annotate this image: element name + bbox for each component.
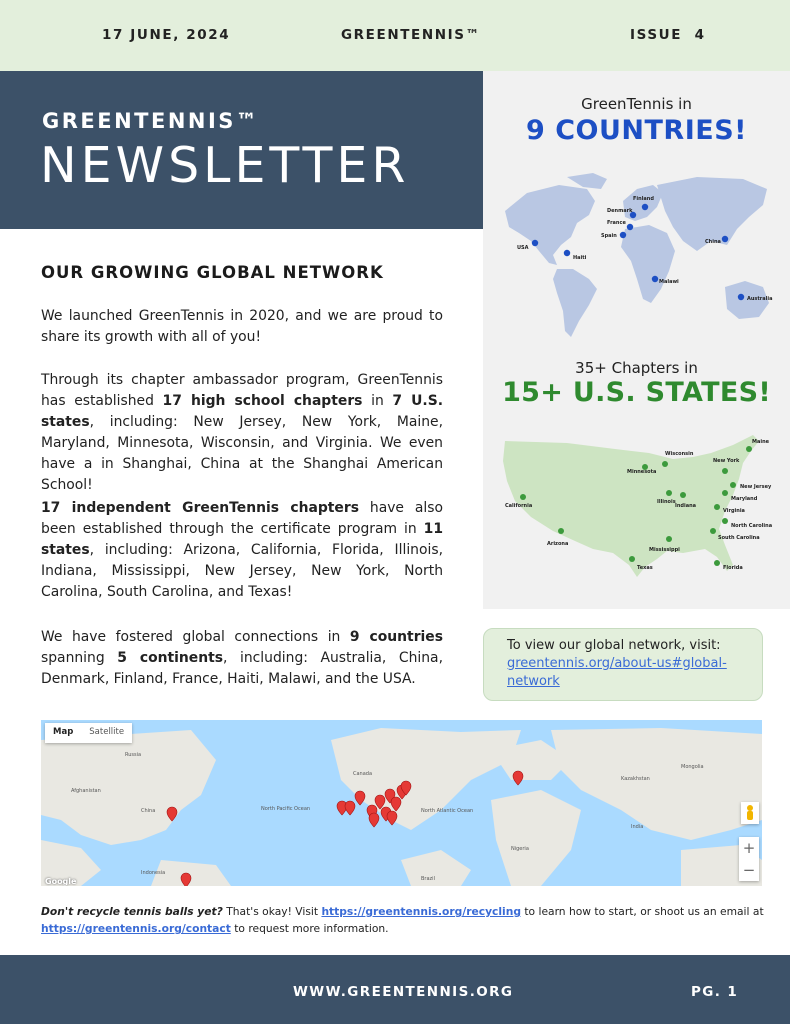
label-denmark: Denmark [607, 208, 633, 214]
map-type-toggle[interactable] [45, 723, 132, 743]
title-brand: GREENTENNIS™ [42, 109, 260, 133]
highlight-continents: 5 continents [117, 650, 224, 666]
brand-name: GREENTENNIS™ [341, 27, 481, 43]
contact-link[interactable]: https://greentennis.org/contact [41, 922, 231, 935]
label-south-carolina: South Carolina [718, 535, 760, 541]
embedded-map[interactable] [41, 720, 762, 886]
label-maine: Maine [752, 439, 770, 445]
global-network-link[interactable]: greentennis.org/about-us#global-network [507, 656, 727, 689]
newsletter-title-block [0, 71, 483, 229]
map-tab-map[interactable]: Map [53, 727, 74, 737]
place-label: India [631, 824, 644, 830]
text-run: , including: Australia, China, Denmark, Finland, France, Haiti, Malawi, and the USA. [41, 650, 443, 687]
label-new-jersey: New Jersey [740, 484, 772, 490]
paragraph-independent [41, 498, 443, 603]
label-california: California [505, 503, 533, 509]
top-bar [0, 0, 790, 71]
highlight-countries: 9 countries [349, 629, 443, 645]
label-mississippi: Mississippi [649, 547, 680, 553]
highlight-states: 7 U.S. states [41, 393, 443, 430]
countries-headline: 9 COUNTRIES! [526, 115, 747, 146]
text-run: have also been established through the certificate program in [41, 500, 443, 537]
place-label: Canada [353, 771, 373, 777]
section-title: OUR GROWING GLOBAL NETWORK [41, 263, 384, 282]
label-virginia: Virginia [723, 508, 745, 514]
label-china: China [705, 239, 721, 245]
paragraph-global [41, 627, 443, 690]
place-label: Afghanistan [71, 788, 101, 794]
label-new-york: New York [713, 458, 740, 464]
highlight-11-states: 11 states [41, 521, 443, 558]
google-logo: Google [45, 877, 77, 886]
place-label: Brazil [421, 876, 435, 882]
issue-date: 17 JUNE, 2024 [102, 27, 231, 43]
world-map-image [497, 171, 777, 341]
label-north-carolina: North Carolina [731, 523, 773, 529]
ocean-label-pacific: North Pacific Ocean [261, 806, 311, 812]
place-label: Mongolia [681, 764, 704, 770]
street-view-pegman-icon[interactable] [741, 802, 759, 824]
text-run: to learn how to start, or shoot us an email at [520, 905, 764, 918]
page-number: PG. 1 [691, 984, 739, 1000]
recycling-link[interactable]: https://greentennis.org/recycling [321, 905, 521, 918]
label-spain: Spain [601, 233, 617, 239]
states-caption: 35+ Chapters in [575, 359, 698, 377]
place-label: Russia [125, 752, 142, 758]
label-haiti: Haiti [573, 255, 587, 261]
text-run: , including: Arizona, California, Florida, Illinois, Indiana, Mississippi, New Jersey, New York, North Carolina, South Carolina, and Texas! [41, 542, 443, 600]
zoom-control[interactable] [739, 837, 759, 881]
global-network-callout [483, 628, 763, 701]
map-tab-satellite[interactable]: Satellite [89, 727, 125, 737]
recycling-note [41, 903, 781, 937]
label-france: France [607, 220, 626, 226]
callout-text: To view our global network, visit: [507, 638, 721, 653]
zoom-in-button[interactable]: + [742, 839, 756, 857]
label-illinois: Illinois [657, 499, 676, 505]
ocean-label-atlantic: North Atlantic Ocean [421, 808, 474, 814]
title-newsletter: NEWSLETTER [40, 137, 410, 194]
label-australia: Australia [747, 296, 773, 302]
text-run: in [362, 393, 393, 409]
text-run: We have fostered global connections in [41, 629, 350, 645]
label-malawi: Malawi [659, 279, 679, 285]
highlight-independent-chapters: 17 independent GreenTennis chapters [41, 500, 359, 516]
infographic-panel [483, 71, 790, 609]
text-run: to request more information. [230, 922, 389, 935]
place-label: Nigeria [511, 846, 529, 852]
issue-number: ISSUE 4 [630, 27, 706, 43]
place-label: Indonesia [141, 870, 166, 876]
note-lead: Don't recycle tennis balls yet? [41, 905, 223, 918]
text-run: spanning [41, 650, 118, 666]
zoom-out-button[interactable]: − [742, 861, 756, 879]
label-maryland: Maryland [731, 496, 758, 502]
label-florida: Florida [723, 565, 743, 571]
paragraph-intro: We launched GreenTennis in 2020, and we are proud to share its growth with all of you! [41, 308, 443, 345]
footer-bar [0, 955, 790, 1024]
label-wisconsin: Wisconsin [665, 451, 694, 457]
us-map-image [497, 427, 777, 587]
label-indiana: Indiana [675, 503, 697, 509]
text-run: , including: New Jersey, New York, Maine, Maryland, Minnesota, Wisconsin, and Virginia. We even have a in Shanghai, China at the Shanghai American School! [41, 414, 443, 493]
label-usa: USA [517, 245, 529, 251]
countries-caption: GreenTennis in [581, 95, 692, 113]
map-canvas[interactable] [41, 720, 762, 886]
paragraph-ambassador [41, 370, 443, 496]
highlight-chapters: 17 high school chapters [162, 393, 363, 409]
label-texas: Texas [637, 565, 653, 571]
footer-website[interactable]: WWW.GREENTENNIS.ORG [293, 984, 514, 1000]
states-headline: 15+ U.S. STATES! [502, 377, 771, 408]
label-minnesota: Minnesota [627, 469, 657, 475]
place-label: China [141, 808, 156, 814]
label-finland: Finland [633, 196, 654, 202]
text-run: That's okay! Visit [222, 905, 322, 918]
text-run: Through its chapter ambassador program, GreenTennis has established [41, 372, 443, 409]
label-arizona: Arizona [547, 541, 569, 547]
place-label: Kazakhstan [621, 776, 650, 782]
